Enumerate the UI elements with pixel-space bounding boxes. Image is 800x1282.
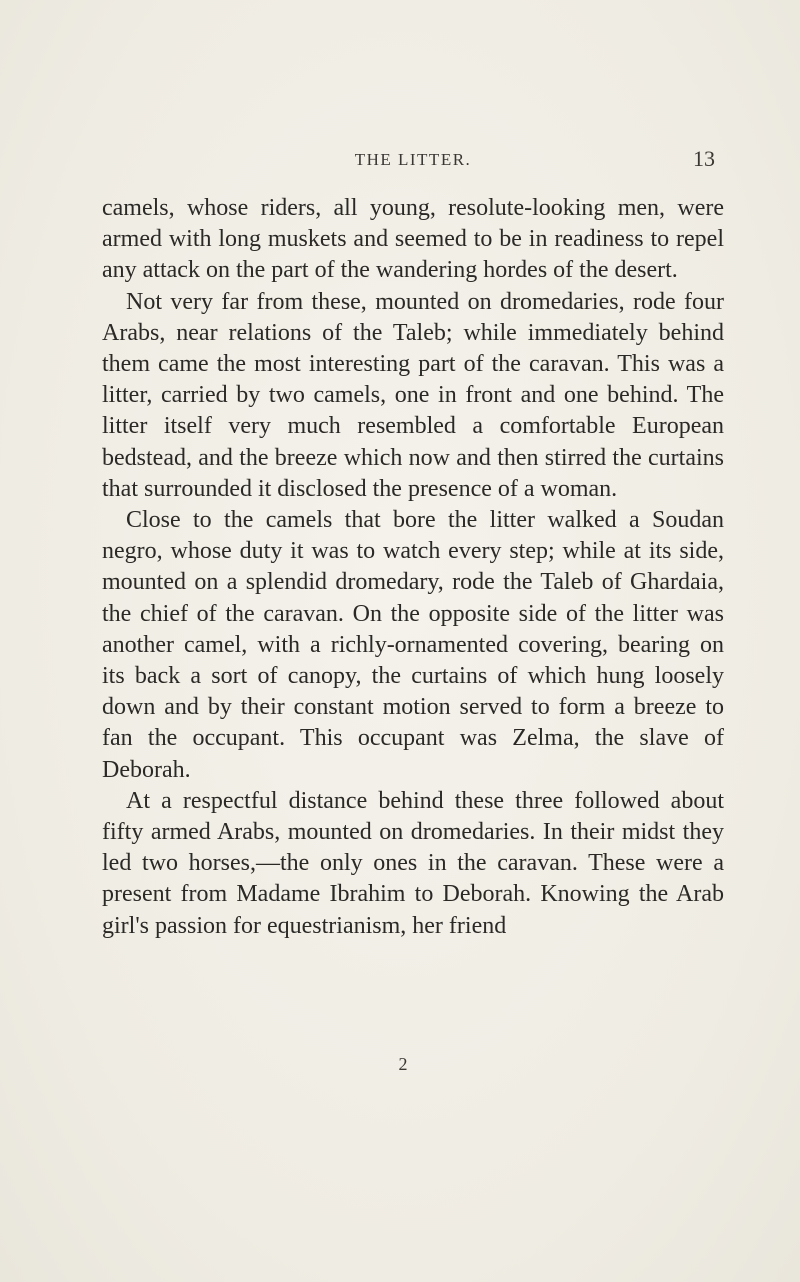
paragraph: At a respectful distance behind these three followed about fifty armed Arabs, mounted on dromedaries. In their midst they led two horses,—the only ones in the caravan. These were a present from Madame Ibrahim to Deborah. Knowing the Arab girl's passion for equestrianism, her friend — [102, 787, 724, 939]
page-number: 13 — [693, 146, 715, 171]
body-text — [102, 193, 724, 942]
paragraph: Not very far from these, mounted on dromedaries, rode four Arabs, near relations of the Taleb; while immediately behind them came the most interesting part of the caravan. This was a litter, carried by two camels, one in front and one behind. The litter itself very much resembled a comfortable European bedstead, and the breeze which now and then stirred the curtains that surrounded it disclosed the presence of a woman. — [102, 288, 724, 502]
paragraph: camels, whose riders, all young, resolute-looking men, were armed with long muskets and seemed to be in readiness to repel any attack on the part of the wandering hordes of the desert. — [102, 195, 724, 284]
signature-mark: 2 — [398, 1054, 408, 1074]
paragraph: Close to the camels that bore the litter walked a Soudan negro, whose duty it was to watch every step; while at its side, mounted on a splendid dromedary, rode the Taleb of Ghardaia, the chief of the caravan. On the opposite side of the litter was another camel, with a richly-ornamented covering, bearing on its back a sort of canopy, the curtains of which hung loosely down and by their constant motion served to form a breeze to fan the occupant. This occupant was Zelma, the slave of Deborah. — [102, 507, 724, 783]
running-head: THE LITTER. — [354, 150, 472, 169]
